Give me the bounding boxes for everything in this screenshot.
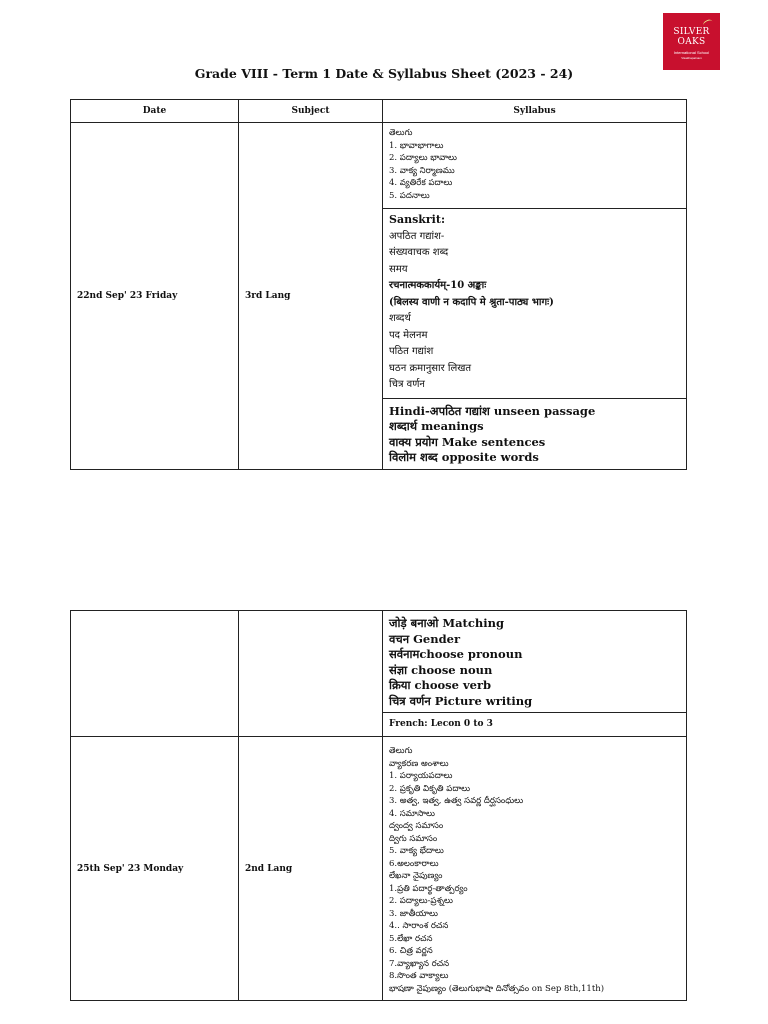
syllabus-line: सर्वनामchoose pronoun	[389, 647, 523, 661]
syllabus-line: संज्ञा choose noun	[389, 662, 493, 677]
syllabus-line: 2. పద్యాలు-ప్రశ్నలు	[389, 896, 453, 906]
syllabus-line: భాషణా నైపుణ్యం (తెలుగుభాషా దినోత్సవం on Sep 8th,11th)	[389, 983, 605, 994]
syllabus-line: 4. వ్యతిరేక పదాలు	[389, 178, 453, 188]
syllabus-line: 1. పర్యాయపదాలు	[389, 771, 453, 781]
syllabus-line: जोड़े बनाओ Matching	[389, 616, 504, 630]
syllabus-line: 5. వాక్య భేదాలు	[389, 846, 444, 856]
syllabus-line: 1. భావాభాగాలు	[389, 140, 444, 151]
table-row	[71, 611, 687, 737]
syllabus-line: తెలుగు	[389, 128, 413, 138]
syllabus-line: रचनात्मककार्यम्-10 अङ्काः	[389, 280, 487, 291]
syllabus-line: 4.. సారాంశ రచన	[389, 921, 449, 931]
syllabus-line: अपठित गद्यांश-	[389, 230, 445, 242]
syllabus-line: ద్విగు సమాసం	[389, 833, 438, 844]
row-subject: 3rd Lang	[239, 123, 383, 470]
syllabus-line: Hindi-अपठित गद्यांश unseen passage	[389, 403, 596, 418]
sanskrit-heading: Sanskrit:	[389, 213, 445, 226]
syllabus-line: पद मेलनम	[389, 329, 428, 341]
row-syllabus	[383, 611, 687, 737]
syllabus-line: ద్వంద్వ సమాసం	[389, 821, 444, 831]
school-logo	[663, 13, 720, 70]
syllabus-line: 6.అలంకారాలు	[389, 858, 439, 869]
syllabus-line: 8.సొంత వాక్యాలు	[389, 971, 449, 981]
table-row	[71, 737, 687, 1001]
header-syllabus: Syllabus	[383, 100, 687, 123]
syllabus-line: (बिलस्य वाणी न कदापि मे श्रुता-पाठ्य भागः)	[389, 296, 554, 308]
syllabus-line: తెలుగు	[389, 746, 413, 756]
syllabus-line: चित्र वर्णन	[389, 379, 425, 390]
syllabus-line: 2. ప్రకృతి వికృతి పదాలు	[389, 783, 471, 794]
hindi-block	[383, 611, 686, 712]
syllabus-line: 2. పద్యాలు భావాలు	[389, 153, 457, 163]
syllabus-line: शब्दार्थ meanings	[389, 419, 484, 433]
syllabus-line: 3. వాక్య నిర్మాణము	[389, 165, 455, 176]
logo-line1: SILVER	[673, 27, 710, 37]
syllabus-line: वाक्य प्रयोग Make sentences	[389, 434, 546, 449]
syllabus-line: समय	[389, 263, 408, 275]
syllabus-line: వ్యాకరణ అంశాలు	[389, 758, 449, 769]
hindi-block	[383, 398, 686, 469]
row-syllabus	[383, 123, 687, 470]
french-block: French: Lecon 0 to 3	[383, 712, 686, 736]
table-row	[71, 123, 687, 470]
row-syllabus	[383, 737, 687, 1001]
page-title: Grade VIII - Term 1 Date & Syllabus Sheet (2023 - 24)	[194, 66, 574, 81]
syllabus-line: 7.వ్యాఖ్యాన రచన	[389, 958, 450, 969]
syllabus-line: पठित गद्यांश	[389, 346, 434, 357]
row-date: 22nd Sep' 23 Friday	[71, 123, 239, 470]
syllabus-line: 3. జాతీయాలు	[389, 908, 438, 919]
logo-line4: Visakhapatnam	[681, 56, 702, 60]
logo-line3: International School	[673, 50, 710, 55]
syllabus-line: शब्दर्थ	[389, 313, 411, 324]
syllabus-line: चित्र वर्णन Picture writing	[389, 693, 533, 708]
syllabus-line: संख्यवाचक शब्द	[389, 247, 449, 258]
syllabus-line: 3. అత్వ, ఇత్వ, ఉత్వ సవర్ణ దీర్ఘసంధులు	[389, 796, 524, 806]
syllabus-line: वचन Gender	[389, 631, 460, 646]
syllabus-line: 4. సమాసాలు	[389, 808, 435, 819]
row-subject-empty	[239, 611, 383, 737]
sanskrit-block	[383, 208, 686, 398]
telugu-block	[383, 737, 686, 1000]
syllabus-line: 5.లేఖా రచన	[389, 933, 433, 944]
header-row	[71, 100, 687, 123]
row-subject: 2nd Lang	[239, 737, 383, 1001]
syllabus-line: 1.ప్రతి పదార్థ-తాత్పర్యం	[389, 883, 468, 894]
syllabus-line: 6. చిత్ర వర్ణన	[389, 946, 433, 956]
syllabus-table-page2	[70, 610, 687, 1001]
row-date-empty	[71, 611, 239, 737]
telugu-block	[383, 123, 686, 208]
syllabus-line: 5. పదనాలు	[389, 190, 430, 201]
header-subject: Subject	[239, 100, 383, 123]
syllabus-line: क्रिया choose verb	[389, 678, 492, 692]
syllabus-line: घठन क्रमानुसार लिखत	[389, 362, 472, 374]
syllabus-line: विलोम शब्द opposite words	[389, 450, 539, 464]
row-date: 25th Sep' 23 Monday	[71, 737, 239, 1001]
syllabus-table-page1	[70, 99, 687, 470]
logo-line2: OAKS	[677, 37, 706, 47]
syllabus-line: లేఖనా నైపుణ్యం	[389, 871, 443, 881]
header-date: Date	[71, 100, 239, 123]
